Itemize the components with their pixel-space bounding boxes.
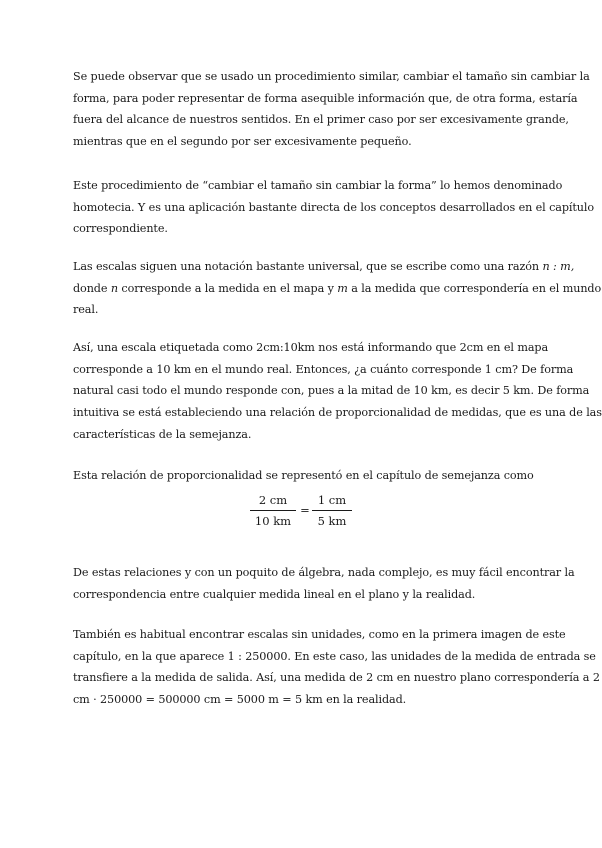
text-line: forma, para poder representar de forma asequible información que, de otra forma, estaría — [73, 91, 578, 105]
paragraph-3 — [73, 256, 602, 321]
text-run: a la medida que correspondería en el mundo — [347, 281, 602, 295]
text-line: natural casi todo el mundo responde con, pues a la mitad de 10 km, es decir 5 km. De forma — [73, 384, 590, 398]
text-line: corresponde a 10 km en el mundo real. Entonces, ¿a cuánto corresponde 1 cm? De forma — [73, 362, 574, 376]
paragraph-6 — [73, 562, 575, 605]
fraction-numerator: 2 cm — [258, 493, 288, 507]
text-line — [73, 278, 602, 300]
text-line: correspondiente. — [73, 222, 168, 236]
text-line: Este procedimiento de “cambiar el tamaño sin cambiar la forma” lo hemos denominado — [73, 179, 563, 192]
paragraph-7 — [73, 624, 600, 711]
left-fraction — [250, 492, 296, 530]
fraction-denominator: 10 km — [254, 514, 292, 528]
paragraph-4 — [73, 337, 602, 446]
text-line: Se puede observar que se usado un procedimiento similar, cambiar el tamaño sin cambiar la — [73, 70, 590, 83]
proportion-formula — [250, 492, 360, 536]
text-run: corresponde a la medida en el mapa y — [117, 281, 338, 295]
text-run: Las escalas siguen una notación bastante universal, que se escribe como una razón — [73, 260, 543, 273]
text-line: intuitiva se está estableciendo una relación de proporcionalidad de medidas, que es una de las — [73, 406, 602, 420]
fraction-denominator: 5 km — [317, 514, 347, 528]
text-line: características de la semejanza. — [73, 427, 252, 441]
text-line: Esta relación de proporcionalidad se representó en el capítulo de semejanza como — [73, 469, 534, 482]
right-fraction — [312, 492, 352, 530]
text-line: fuera del alcance de nuestros sentidos. En el primer caso por ser excesivamente grande, — [73, 113, 569, 127]
text-line: Así, una escala etiquetada como 2cm:10km nos está informando que 2cm en el mapa — [73, 341, 549, 354]
text-line: real. — [73, 303, 99, 317]
text-line: De estas relaciones y con un poquito de álgebra, nada complejo, es muy fácil encontrar la — [73, 566, 575, 579]
math-var-n: n — [110, 281, 118, 295]
paragraph-1 — [73, 66, 590, 153]
text-line: homotecia. Y es una aplicación bastante directa de los conceptos desarrollados en el capítulo — [73, 200, 595, 214]
paragraph-5 — [73, 465, 534, 487]
text-line: mientras que en el segundo por ser excesivamente pequeño. — [73, 135, 412, 149]
fraction-bar — [250, 510, 296, 511]
text-line: capítulo, en la que aparece 1 : 250000. En este caso, las unidades de la medida de entrada se — [73, 649, 596, 663]
text-line: cm · 250000 = 500000 cm = 5000 m = 5 km en la realidad. — [73, 693, 407, 707]
math-ratio: n : m, — [542, 260, 575, 273]
text-line: correspondencia entre cualquier medida lineal en el plano y la realidad. — [73, 587, 476, 601]
text-run: donde — [73, 281, 111, 295]
text-line: transfiere a la medida de salida. Así, una medida de 2 cm en nuestro plano correspondería a 2 — [73, 671, 600, 685]
text-line — [73, 256, 575, 278]
text-line: También es habitual encontrar escalas sin unidades, como en la primera imagen de este — [73, 628, 566, 641]
equals-sign: = — [300, 503, 310, 517]
paragraph-2 — [73, 175, 595, 240]
math-var-m: m — [337, 281, 348, 295]
fraction-numerator: 1 cm — [317, 493, 347, 507]
fraction-bar — [312, 510, 352, 511]
